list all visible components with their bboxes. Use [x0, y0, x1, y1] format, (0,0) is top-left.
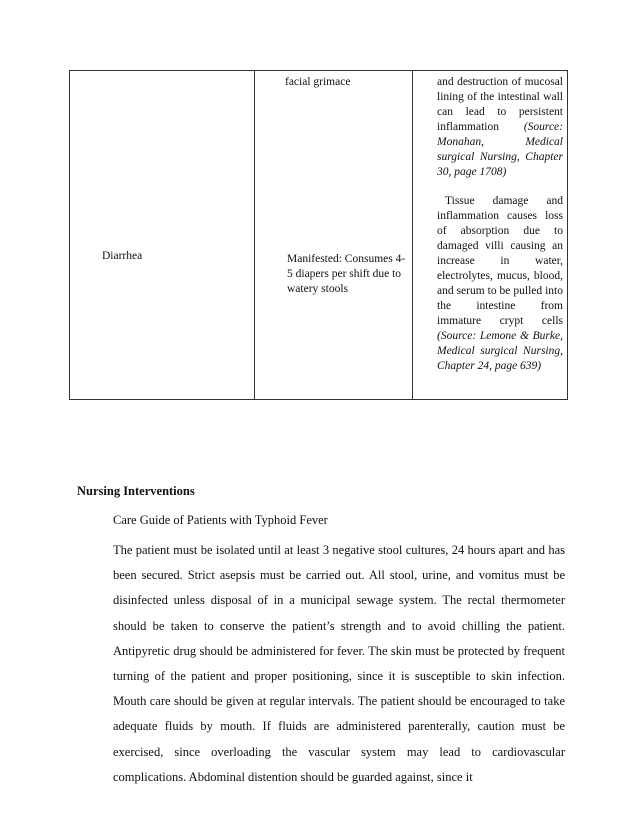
manifestation-line-1: Manifested: Consumes 4- — [287, 253, 406, 265]
rationale-text-1: and destruction of mucosal lining of the intestinal wall can lead to persistent inflammation — [437, 76, 563, 133]
rationale-paragraph-2 — [437, 194, 563, 374]
rationale-source-1: (Source: Monahan, Medical surgical Nursing, Chapter 30, page 1708) — [437, 121, 563, 178]
care-plan-table — [69, 70, 568, 400]
rationale-text-2: Tissue damage and inflammation causes loss of absorption due to damaged villi causing an increase in water, electrolytes, mucus, blood, and serum to be pulled into the intestine from immature crypt cells — [437, 195, 563, 327]
body-paragraph: The patient must be isolated until at least 3 negative stool cultures, 24 hours apart and has been secured. Strict asepsis must be carried out. All stool, urine, and vomitus must be disinfected unless disposal of in a municipal sewage system. The rectal thermometer should be taken to conserve the patient’s strength and to avoid chilling the patient. Antipyretic drug should be administered for fever. The skin must be protected by frequent turning of the patient and proper positioning, since it is susceptible to skin infection. Mouth care should be given at regular intervals. The patient should be encouraged to take adequate fluids by mouth. If fluids are administered parenterally, caution must be exercised, since overloading the vascular system may lead to cardiovascular complications. Abdominal distention should be guarded against, since it — [113, 543, 565, 784]
manifestation-item — [273, 252, 411, 297]
table-row — [70, 71, 568, 400]
manifestation-line-3: watery stools — [287, 283, 349, 295]
cue-carryover-text: facial grimace — [285, 76, 351, 88]
rationale-cell — [413, 71, 568, 400]
diagnosis-text: Diarrhea — [102, 250, 143, 262]
section-subheading: Care Guide of Patients with Typhoid Fever — [113, 513, 328, 527]
manifestation-line-2: 5 diapers per shift due to — [287, 268, 402, 280]
rationale-source-2: (Source: Lemone & Burke, Medical surgical Nursing, Chapter 24, page 639) — [437, 330, 563, 372]
nursing-diagnosis-cell — [70, 71, 255, 400]
rationale-paragraph-1 — [437, 75, 563, 180]
section-heading: Nursing Interventions — [77, 484, 195, 498]
cues-cell — [255, 71, 413, 400]
diagnosis-item — [88, 249, 142, 264]
